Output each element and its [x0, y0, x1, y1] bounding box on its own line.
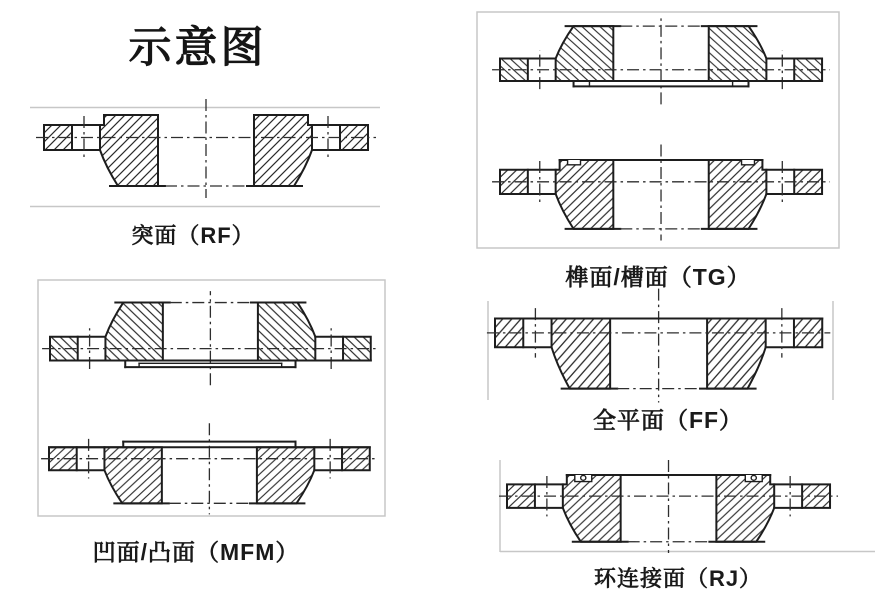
flat-face-drawing — [487, 289, 833, 403]
page-title: 示意图 — [128, 24, 267, 72]
tongue-groove-face-drawing — [477, 12, 839, 248]
caption-tongue-groove-face: 榫面/槽面（TG） — [565, 264, 751, 290]
caption-raised-face: 突面（RF） — [131, 223, 255, 248]
ring-joint-face-drawing — [499, 460, 875, 553]
male-female-face-drawing — [38, 280, 385, 516]
caption-male-female-face: 凹面/凸面（MFM） — [92, 539, 300, 565]
caption-ring-joint-face: 环连接面（RJ） — [593, 566, 763, 591]
caption-flat-face: 全平面（FF） — [592, 407, 744, 433]
raised-face-drawing — [30, 99, 380, 207]
